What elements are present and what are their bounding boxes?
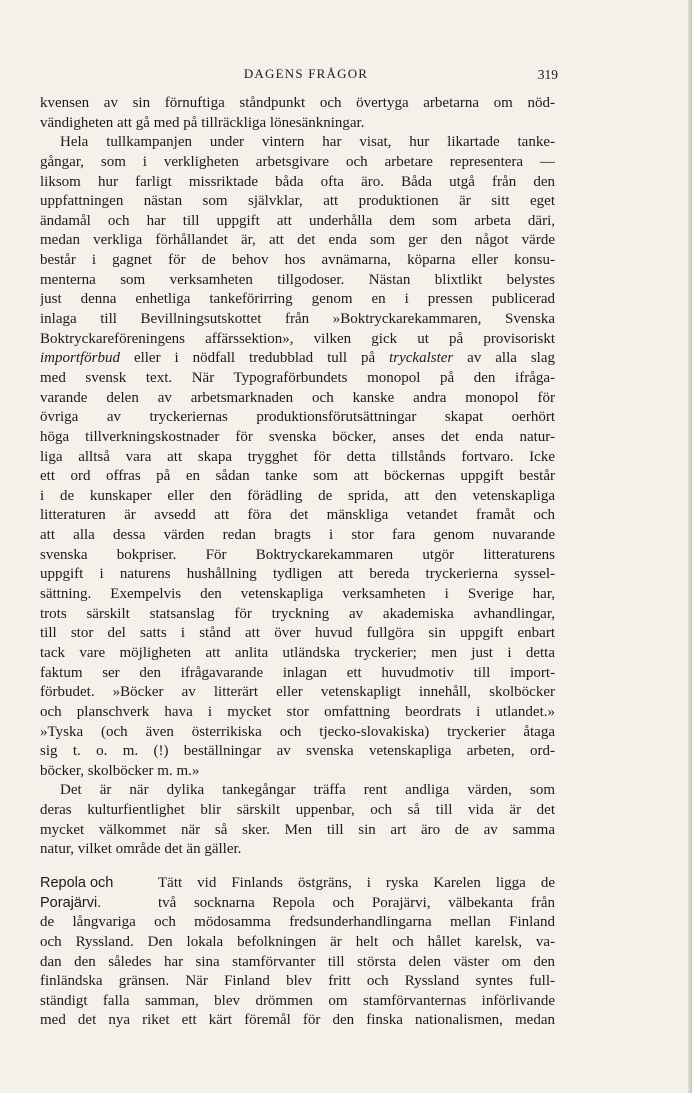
text-line: mycket välkommet när så sker. Men till sin art äro de av samma [40, 821, 555, 838]
running-head [0, 64, 692, 84]
text-line: Hela tullkampanjen under vintern har visat, hur likartade tanke- [60, 134, 555, 151]
text-line: gångar, som i verkligheten arbetsgivare och arbetare representera — [40, 153, 555, 170]
text-line: liksom hur farligt missriktade båda ofta äro. Båda utgå från den [40, 173, 555, 190]
text-line-emphasis [40, 349, 555, 369]
page-number: 319 [537, 67, 558, 82]
text-line: varande delen av arbetsmarknaden och kanske andra monopol för [40, 389, 555, 406]
text-line: ett ord offras på en sådan tanke som att böckernas uppgift består [40, 468, 555, 485]
text-line: böcker, skolböcker m. m.» [40, 762, 200, 779]
text-line: ändamål och har till uppgift att underhålla dem som arbeta däri, [40, 212, 555, 229]
emphasis-importforbud: importförbud [40, 350, 121, 367]
text-segment: av alla slag [453, 350, 555, 367]
text-line: sättning. Exempelvis den vetenskapliga verksamheten i Sverige har, [40, 586, 555, 603]
text-line: Boktryckareföreningens affärssektion», vilken gick ut på provisoriskt [40, 330, 555, 347]
text-line: dan den således har sina stamförvanter till största delen väster om den [40, 953, 555, 970]
text-line: menterna som verksamheten tillgodoser. Nästan blixtlikt belystes [40, 271, 555, 288]
body-text [40, 94, 555, 1031]
paragraph [40, 94, 555, 133]
text-line: tack vare möjligheten att anlita utländska tryckerier; men just i detta [40, 644, 555, 661]
text-line: ständigt falla samman, blev drömmen om stamförvanternas införlivande [40, 992, 555, 1009]
text-line: i de kunskaper eller den förädling de sprida, att den vetenskapliga [40, 487, 555, 504]
text-segment: eller i nödfall tredubblad tull på [120, 350, 390, 367]
text-line: och planschverk hava i mycket stor omfattning beordrats i utlandet.» [40, 703, 555, 720]
running-title: DAGENS FRÅGOR [243, 66, 369, 81]
text-line: med det nya riket ett kärt föremål för den finska nationalismen, medan [40, 1012, 555, 1029]
emphasis-tryckalster: tryckalster [389, 350, 454, 367]
section-gap [40, 860, 555, 874]
paragraph [40, 133, 555, 781]
text-line: trots särskilt statsanslag för tryckning av akademiska avhandlingar, [40, 605, 555, 622]
text-line: uppgift i naturens hushållning tydligen att bereda tryckerierna syssel- [40, 566, 555, 583]
text-line: natur, vilket område det än gäller. [40, 841, 242, 858]
text-line: de långvariga och mödosamma fredsunderhandlingarna mellan Finland [40, 914, 555, 931]
text-line: med svensk text. När Typograförbundets monopol på den ifråga- [40, 369, 555, 386]
text-line: Det är när dylika tankegångar träffa rent andliga värden, som [60, 782, 555, 799]
text-line: »Tyska (och även österrikiska och tjecko-slovakiska) tryckerier åtaga [40, 723, 555, 740]
page-edge [688, 0, 692, 1093]
text-line: inlaga till Bevillningsutskottet från »Boktryckarekammaren, Svenska [40, 311, 555, 328]
text-line: uppfattningen nästan som självklar, att produktionen är sitt eget [40, 193, 555, 210]
paragraph [40, 781, 555, 860]
text-line: vändigheten att gå med på tillräckliga lönesänkningar. [40, 114, 365, 131]
text-line: till stor del satts i stånd att över huvud fullgöra sin uppgift enbart [40, 625, 555, 642]
text-line: svenska bokpriser. För Boktryckarekammaren utgör litteraturens [40, 546, 555, 563]
text-line: deras kulturfientlighet blir särskilt uppenbar, och så till vida är det [40, 802, 555, 819]
text-line: övriga av tryckeriernas produktionsförutsättningar skapat oerhört [40, 409, 555, 426]
text-line: att alla dessa värden redan bragts i stor fara genom nuvarande [40, 527, 555, 544]
text-line: finländska gränsen. När Finland blev fritt och Ryssland syntes full- [40, 973, 555, 990]
text-line: förbudet. »Böcker av litterärt eller vetenskapligt innehåll, skolböcker [40, 684, 555, 701]
section-repola-porajarvi [40, 874, 555, 1031]
sidenote-line: Porajärvi. [40, 894, 102, 911]
text-line: två socknarna Repola och Porajärvi, välbekanta från [158, 894, 555, 911]
text-line: medan verkliga förhållandet är, att det enda som ger den något värde [40, 232, 555, 249]
text-line: Tätt vid Finlands östgräns, i ryska Karelen ligga de [158, 874, 555, 891]
text-line: liga alltså vara att skapa trygghet för detta tillstånds fortvaro. Icke [40, 448, 555, 465]
text-line: just denna enhetliga tankeförirring genom en i pressen publicerad [40, 291, 555, 308]
section-sidenote [40, 874, 155, 913]
text-line: sig t. o. m. (!) beställningar av svenska vetenskapliga arbeten, ord- [40, 743, 555, 760]
text-line: faktum ser den ifrågavarande inlagan ett huvudmotiv till import- [40, 664, 555, 681]
sidenote-line: Repola och [40, 874, 114, 891]
text-line: består i gagnet för de behov hos avnämarna, köparna eller konsu- [40, 252, 555, 269]
text-line: litteraturen är avsedd att föra det mänskliga vetandet framåt och [40, 507, 555, 524]
text-line: höga tillverkningskostnader för svenska böcker, anses det enda natur- [40, 428, 555, 445]
text-line: kvensen av sin förnuftiga ståndpunkt och övertyga arbetarna om nöd- [40, 95, 555, 111]
text-line: och Ryssland. Den lokala befolkningen är helt och hållet karelsk, va- [40, 933, 555, 950]
